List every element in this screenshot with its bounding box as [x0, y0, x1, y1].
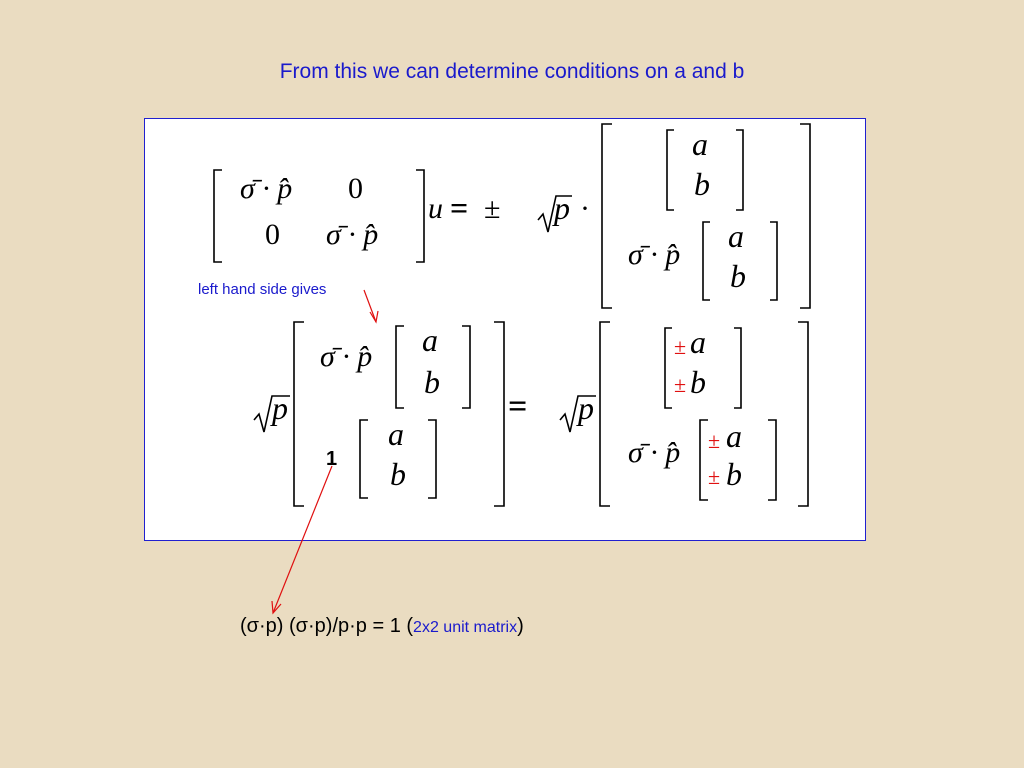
equals-sign-top: = — [450, 190, 469, 226]
b-top-1: b — [694, 166, 710, 202]
sigma-dot-p-3: σ̄ · p̂ — [628, 238, 681, 271]
equals-sign-bottom: = — [508, 388, 528, 425]
plus-minus-br-2: ± — [674, 372, 687, 397]
a-br-1: a — [690, 324, 706, 360]
p-bottom-right: p — [578, 390, 594, 426]
sigma-dot-p-5: σ̄ · p̂ — [628, 436, 681, 469]
b-br-1: b — [690, 364, 706, 400]
plus-minus-br-3: ± — [708, 428, 721, 453]
formula-close: ) — [517, 615, 524, 637]
zero-2: 0 — [265, 218, 280, 251]
slide-title: From this we can determine conditions on a and b — [279, 60, 745, 83]
unit-matrix-formula — [240, 615, 524, 638]
plus-minus-br-1: ± — [674, 334, 687, 359]
dot-top: · — [580, 192, 590, 225]
b-br-2: b — [726, 456, 742, 492]
a-top-2: a — [728, 218, 744, 254]
p-top: p — [554, 190, 570, 226]
a-bl-1: a — [422, 322, 438, 358]
plus-minus-br-4: ± — [708, 464, 721, 489]
left-hand-side-note: left hand side gives — [198, 281, 327, 298]
u-symbol: u — [428, 192, 443, 225]
sigma-dot-p-4: σ̄ · p̂ — [320, 340, 373, 373]
formula-main: (σ·p) (σ·p)/p·p = 1 ( — [240, 615, 414, 637]
b-top-2: b — [730, 258, 746, 294]
a-bl-2: a — [388, 416, 404, 452]
b-bl-2: b — [390, 456, 406, 492]
p-bottom-left: p — [272, 390, 288, 426]
marker-one: 1 — [326, 448, 338, 470]
b-bl-1: b — [424, 364, 440, 400]
a-br-2: a — [726, 418, 742, 454]
formula-unit-matrix-label: 2x2 unit matrix — [413, 619, 518, 636]
sigma-dot-p-2: σ̄ · p̂ — [326, 218, 379, 251]
zero-1: 0 — [348, 172, 363, 205]
sigma-dot-p-1: σ̄ · p̂ — [240, 172, 293, 205]
a-top-1: a — [692, 126, 708, 162]
plus-minus-top: ± — [484, 192, 501, 225]
